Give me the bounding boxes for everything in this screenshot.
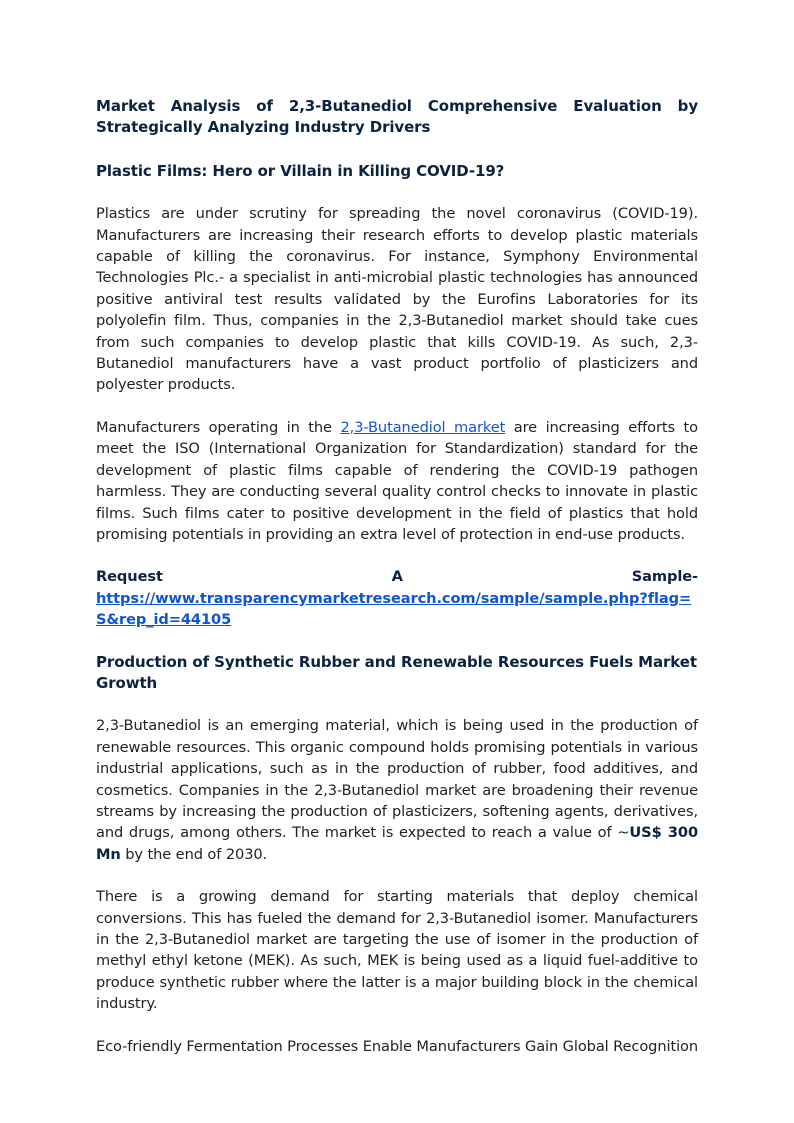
sample-request-link[interactable]: https://www.transparencymarketresearch.com/sample/sample.php?flag=S&rep_id=44105	[96, 589, 692, 629]
term-rubber: rubber	[493, 760, 542, 778]
request-sample-block	[96, 566, 698, 630]
section-heading-synthetic-rubber: Production of Synthetic Rubber and Renewable Resources Fuels Market Growth	[96, 652, 697, 692]
text-span: There is a growing demand for starting materials that deploy chemical conversions. This has fueled the demand for 2,3-Butanediol isomer. Manufacturers in the 2,3-Butanediol market are targeting the use of isomer in the production of	[96, 888, 698, 948]
text-span: by the end of 2030.	[120, 845, 268, 863]
market-link[interactable]: 2,3-Butanediol market	[340, 418, 506, 436]
text-span: , and cosmetics. Companies in the 2,3-Butanediol market are broadening their revenue streams by increasing the production of plasticizers, softening agents, derivatives, and drugs, among others. The market is expected to reach a value of ~	[96, 760, 698, 842]
text-span: capable of rendering the COVID-19 pathogen harmless. They are conducting several quality control checks to innovate in plastic films. Such films cater to positive development in the field of plastics that hold promising potentials in providing an extra level of protection in end-use products.	[96, 461, 698, 543]
text-span: synthetic rubber where the latter is a major building block in the chemical industry.	[96, 973, 698, 1013]
paragraph-plastics-scrutiny: Plastics are under scrutiny for spreading the novel coronavirus (COVID-19). Manufacturers are increasing their research efforts to develop plastic materials capable of killing the coronavirus. For instance, Symphony Environmental Technologies Plc.- a specialist in anti-microbial plastic technologies has announced positive antiviral test results validated by the Eurofins Laboratories for its polyolefin film. Thus, companies in the 2,3-Butanediol market should take cues from such companies to develop plastic that kills COVID-19. As such, 2,3-Butanediol manufacturers have a vast product portfolio of plasticizers and polyester products.	[96, 205, 698, 394]
document-title: Market Analysis of 2,3-Butanediol Comprehensive Evaluation by Strategically Analyzing Industry Drivers	[96, 97, 698, 137]
document-page	[96, 96, 698, 1057]
market-value: US$ 300 Mn	[96, 824, 699, 863]
paragraph-mek	[96, 886, 698, 1014]
section-heading-fermentation: Eco-friendly Fermentation Processes Enable Manufacturers Gain Global Recognition	[96, 1037, 699, 1055]
request-word: Request	[96, 568, 163, 586]
term-plastic-films: plastic films	[229, 461, 323, 479]
request-word: Sample-	[631, 568, 698, 586]
term-food-additives: food additives	[553, 760, 659, 778]
request-word: A	[391, 568, 403, 586]
text-span: Manufacturers operating in the	[96, 418, 341, 436]
request-sample-label	[96, 566, 698, 587]
section-heading-plastic-films: Plastic Films: Hero or Villain in Killing COVID-19?	[96, 161, 505, 180]
text-span: 2,3-Butanediol is an emerging material, which is being used in the production of renewable resources. This organic compound holds promising potentials in various industrial applications, such as in the production of	[96, 717, 698, 778]
text-span: ,	[541, 760, 554, 778]
text-span: are increasing efforts to meet the ISO (International Organization for Standardization) standard for the development of	[96, 418, 698, 479]
paragraph-emerging-material	[96, 715, 698, 865]
term-mek: methyl ethyl ketone (MEK). As such, MEK is being used as a liquid fuel-additive to produce	[96, 952, 698, 991]
paragraph-iso-standard	[96, 417, 698, 545]
